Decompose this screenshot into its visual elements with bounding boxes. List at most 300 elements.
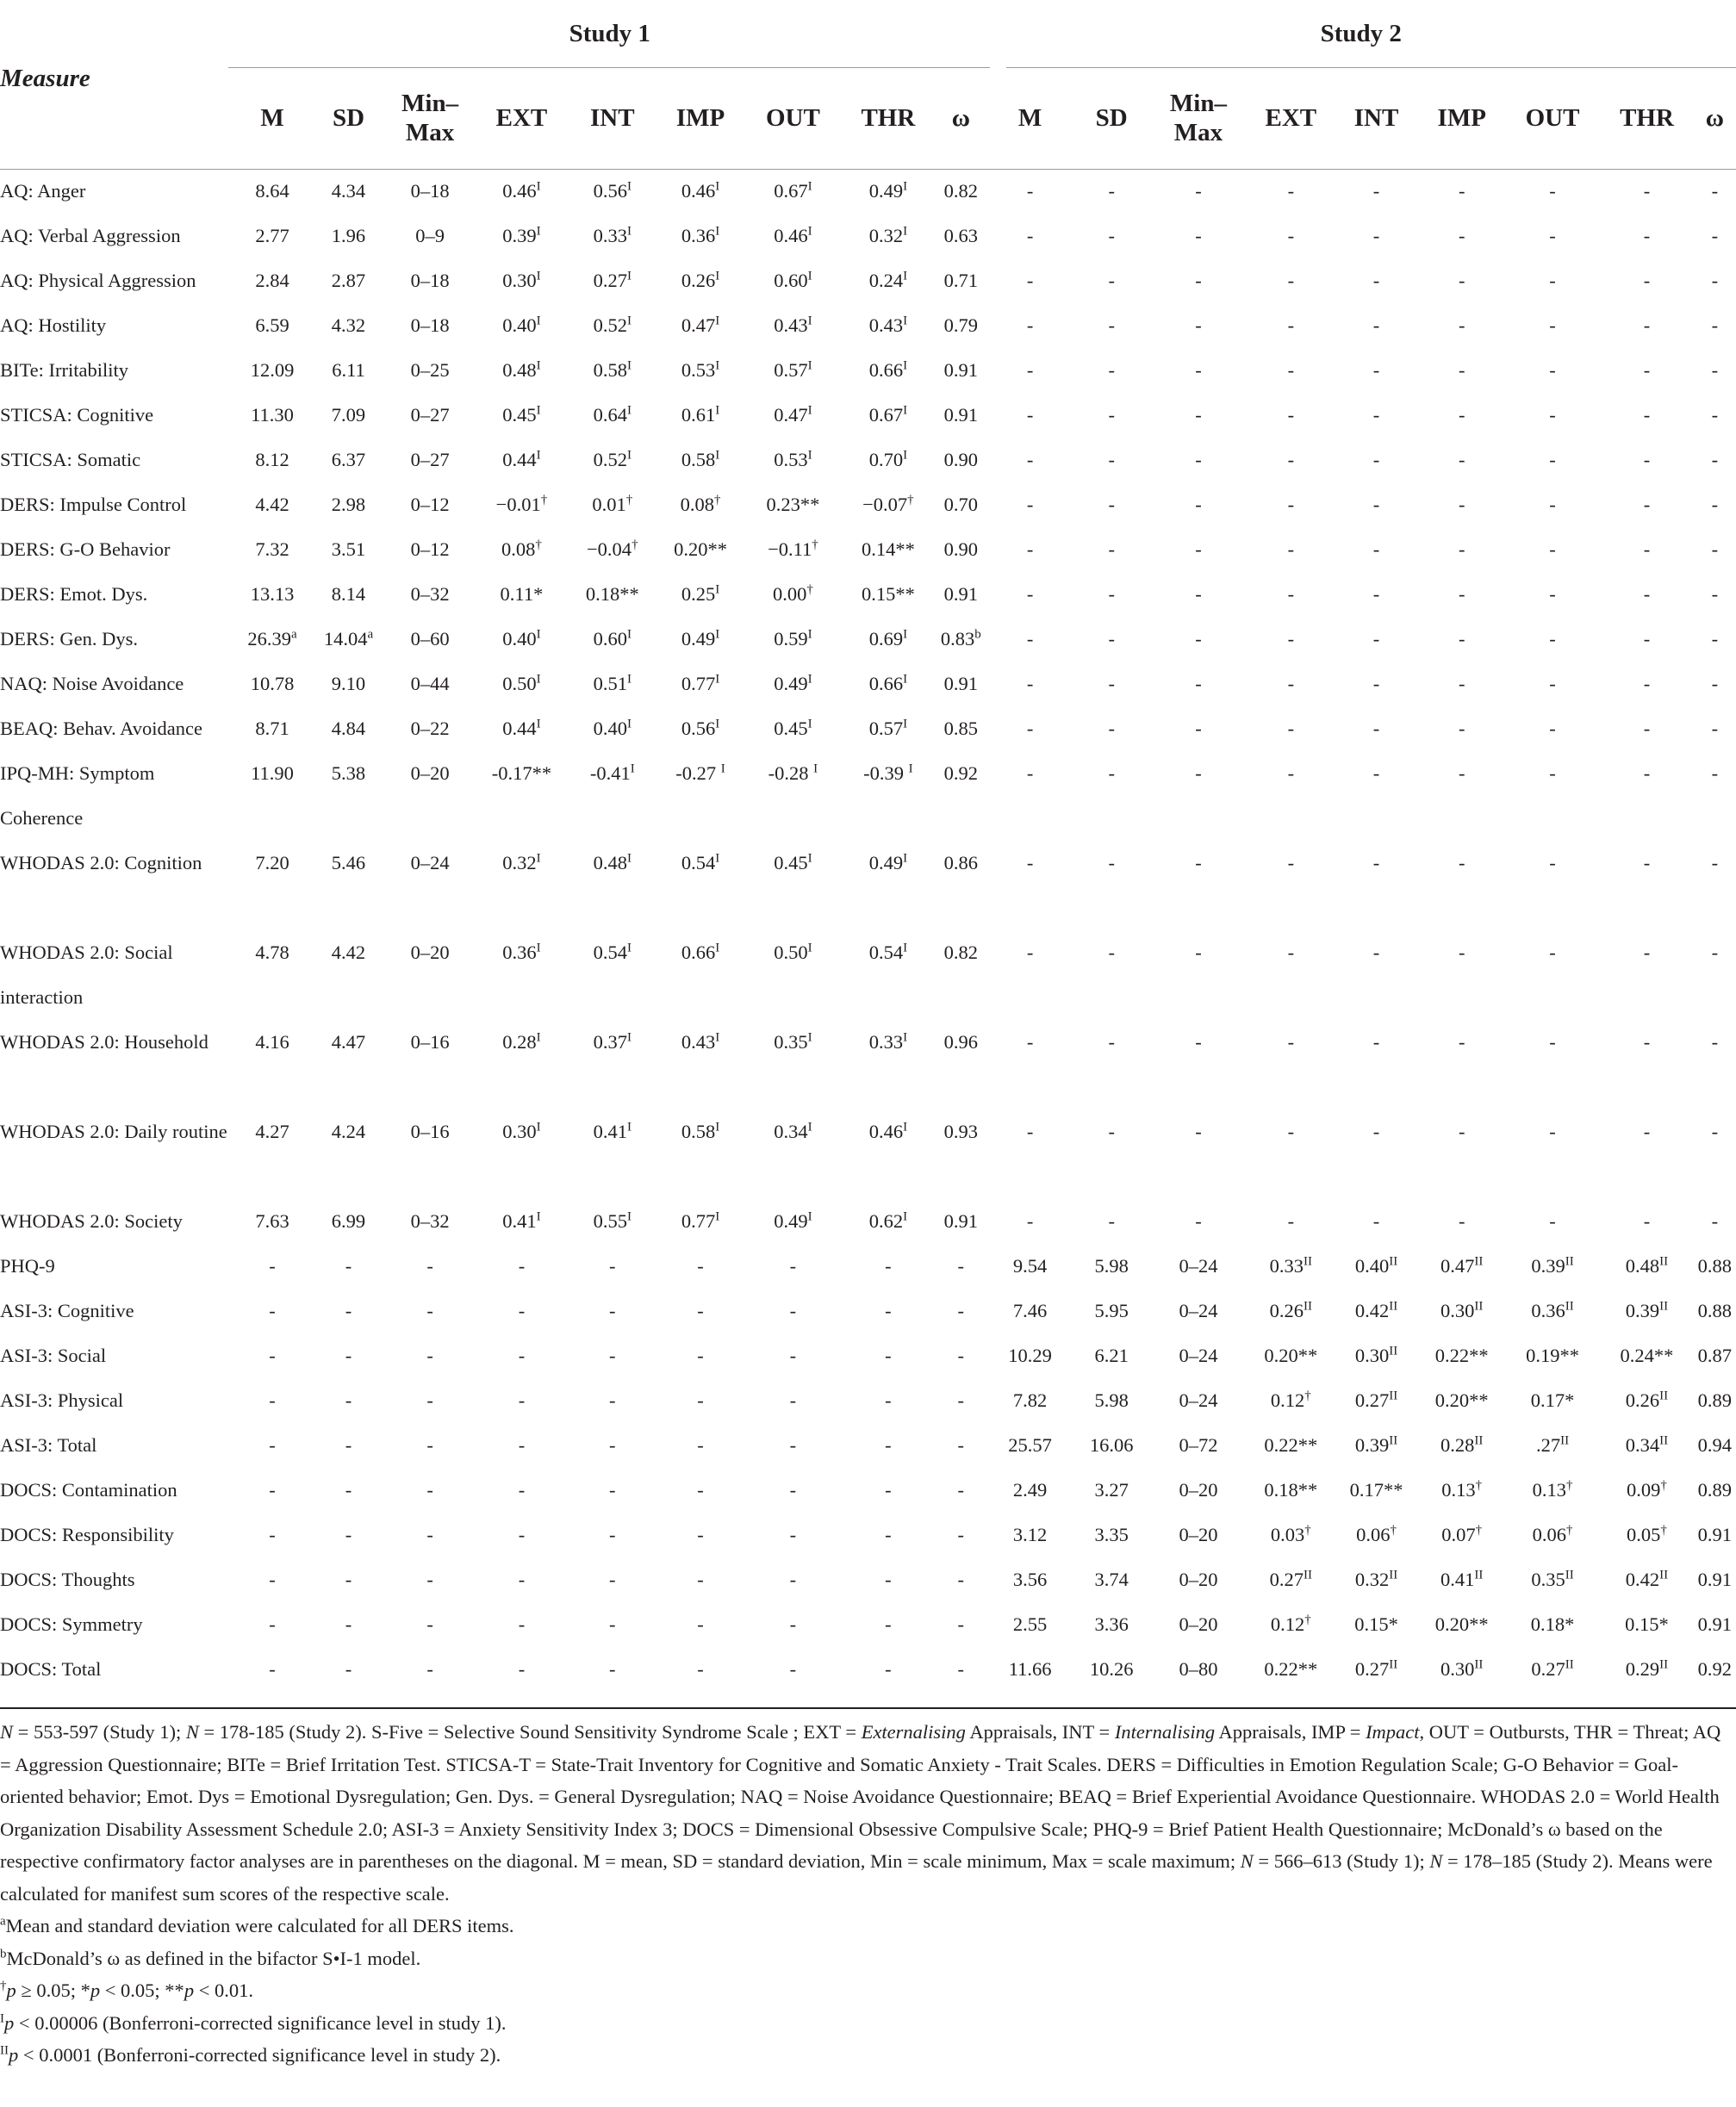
study1-cell: $0.52^I$ <box>593 314 632 336</box>
study1-cell: 0.91 <box>943 583 978 605</box>
study2-cell: 0–20 <box>1179 1479 1218 1501</box>
study1-cell: $0.47^I$ <box>774 403 812 426</box>
column-header-s1: THR <box>861 104 916 132</box>
study2-cell: - <box>1026 628 1034 650</box>
study1-cell: - <box>789 1479 797 1501</box>
study2-cell: - <box>1549 404 1556 426</box>
study1-cell: 4.34 <box>331 180 366 202</box>
study2-cell: - <box>1287 449 1295 470</box>
study2-cell: 0.89 <box>1697 1389 1733 1411</box>
study1-cell: - <box>697 1345 704 1366</box>
study2-cell: 7.82 <box>1012 1389 1048 1411</box>
table-row <box>0 438 1736 482</box>
study1-cell: 0.91 <box>943 673 978 694</box>
study1-cell: 0.90 <box>943 538 978 560</box>
study2-cell: 0.06† <box>1532 1523 1573 1545</box>
study2-cell: - <box>1549 1121 1556 1142</box>
row-label: STICSA: Cognitive <box>0 404 154 426</box>
study2-cell: - <box>1643 1121 1651 1142</box>
study2-cell: - <box>1287 494 1295 515</box>
study2-cell: - <box>1108 852 1115 873</box>
study1-cell: $0.66^I$ <box>681 941 720 963</box>
study1-cell: $0.49^I$ <box>681 627 720 650</box>
column-header-s1: INT <box>589 104 635 132</box>
study2-cell: 0.20** <box>1434 1389 1489 1411</box>
study2-cell: - <box>1108 762 1115 784</box>
study2-cell: - <box>1195 494 1202 515</box>
study1-cell: 12.09 <box>250 359 295 381</box>
study1-cell: - <box>697 1524 704 1545</box>
study2-cell: 0.09† <box>1627 1478 1667 1501</box>
study1-cell: -0.28 $^I$ <box>768 761 818 784</box>
study2-cell: - <box>1711 225 1719 246</box>
study2-cell: 0.13† <box>1441 1478 1483 1501</box>
study2-cell: $0.39^{II}$ <box>1354 1433 1398 1456</box>
study1-cell: $0.40^I$ <box>593 717 632 739</box>
study2-cell: - <box>1195 180 1202 202</box>
study1-cell: - <box>957 1345 965 1366</box>
study1-rule <box>228 67 990 68</box>
study2-cell: - <box>1108 270 1115 291</box>
study2-cell: - <box>1711 270 1719 291</box>
study1-cell: 0–20 <box>410 762 450 784</box>
study1-cell: $0.46^I$ <box>868 1120 908 1142</box>
study1-cell: - <box>609 1345 616 1366</box>
study2-cell: - <box>1287 942 1295 963</box>
study1-cell: 0–27 <box>410 449 450 470</box>
study2-cell: - <box>1026 494 1034 515</box>
study1-cell: $0.34^I$ <box>774 1120 812 1142</box>
study1-cell: 0.83$^b$ <box>940 627 981 650</box>
study1-cell: - <box>609 1479 616 1501</box>
study2-cell: - <box>1711 494 1719 515</box>
study2-cell: - <box>1372 538 1380 560</box>
study2-cell: $0.27^{II}$ <box>1354 1657 1398 1680</box>
study1-cell: $0.40^I$ <box>502 627 541 650</box>
study1-cell: $0.43^I$ <box>868 314 908 336</box>
study2-cell: - <box>1711 628 1719 650</box>
study2-cell: - <box>1711 449 1719 470</box>
column-header-s2: OUT <box>1525 104 1580 132</box>
study2-cell: 0–24 <box>1179 1255 1218 1277</box>
study1-cell: - <box>426 1613 433 1635</box>
study2-cell: $0.41^{II}$ <box>1440 1568 1484 1590</box>
study1-cell: 14.04$^a$ <box>323 627 374 650</box>
study2-cell: - <box>1026 583 1034 605</box>
study1-header: Study 1 <box>569 20 650 47</box>
study2-cell: - <box>1372 852 1380 873</box>
study2-cell: - <box>1026 314 1034 336</box>
study2-cell: - <box>1287 270 1295 291</box>
study1-cell: $0.57^I$ <box>868 717 908 739</box>
note-b: $^b$McDonald’s ω as defined in the bifactor S•I-1 model. <box>0 1947 421 1969</box>
study2-cell: - <box>1108 1210 1115 1232</box>
study1-cell: 0.00† <box>772 582 813 605</box>
study1-cell: 4.84 <box>331 718 366 739</box>
study2-cell: 0.13† <box>1532 1478 1573 1501</box>
study1-cell: - <box>789 1613 797 1635</box>
study1-cell: - <box>518 1479 526 1501</box>
study2-cell: 0.88 <box>1697 1300 1733 1321</box>
study1-cell: 0–60 <box>410 628 450 650</box>
study2-cell: 0.17* <box>1530 1389 1575 1411</box>
study1-cell: - <box>345 1434 352 1456</box>
study1-cell: $0.49^I$ <box>868 179 908 202</box>
study1-cell: $0.44^I$ <box>502 717 541 739</box>
study2-cell: - <box>1372 718 1380 739</box>
note-main: N = 553-597 (Study 1); N = 178-185 (Study 2). S-Five = Selective Sound Sensitivity Syndrome Scale ; EXT = Externalising Appraisals, INT = Internalising Appraisals, IMP = Impact, OUT = Outbursts, THR = Threat; AQ = Aggression Questionnaire; BITe = Brief Irritation Test. STICSA-T = State-Trait Inventory for Cognitive and Somatic Anxiety - Trait Scales. DERS = Difficulties in Emotion Regulation Scale; G-O Behavior = Goal-oriented behavior; Emot. Dys = Emotional Dysregulation; Gen. Dys. = General Dysregulation; NAQ = Noise Avoidance Questionnaire; BEAQ = Brief Experiential Avoidance Questionnaire. WHODAS 2.0 = World Health Organization Disability Assessment Schedule 2.0; ASI-3 = Anxiety Sensitivity Index 3; DOCS = Dimensional Obsessive Compulsive Scale; PHQ-9 = Brief Patient Health Questionnaire; McDonald’s ω based on the respective confirmatory factor analyses are in parentheses on the diagonal. M = mean, SD = standard deviation, Min = scale minimum, Max = scale maximum; N = 566–613 (Study 1); N = 178–185 (Study 2). Means were calculated for manifest sum scores of the respective scale. <box>0 1721 1721 1905</box>
study1-cell: $0.67^I$ <box>774 179 812 202</box>
study1-cell: 0–12 <box>410 494 450 515</box>
study2-cell: 3.35 <box>1094 1524 1129 1545</box>
study2-cell: - <box>1643 762 1651 784</box>
study1-cell: $0.36^I$ <box>681 224 720 246</box>
study2-cell: 0.94 <box>1697 1434 1733 1456</box>
study1-cell: $0.40^I$ <box>502 314 541 336</box>
study1-cell: 0.92 <box>943 762 978 784</box>
study1-cell: - <box>269 1255 276 1277</box>
row-label: DERS: Impulse Control <box>0 494 187 515</box>
study2-cell: - <box>1372 942 1380 963</box>
study1-cell: $0.66^I$ <box>868 672 908 694</box>
row-label: DOCS: Contamination <box>0 1479 177 1501</box>
study1-cell: 5.38 <box>331 762 366 784</box>
study2-cell: - <box>1643 852 1651 873</box>
study1-cell: 0–25 <box>410 359 450 381</box>
study1-cell: 2.77 <box>255 225 289 246</box>
study1-cell: $0.62^I$ <box>868 1209 908 1232</box>
study1-cell: - <box>426 1389 433 1411</box>
study1-cell: 0.79 <box>943 314 978 336</box>
study1-cell: $0.64^I$ <box>593 403 632 426</box>
study2-cell: 25.57 <box>1008 1434 1052 1456</box>
study2-cell: - <box>1026 762 1034 784</box>
study2-cell: - <box>1108 673 1115 694</box>
study1-cell: - <box>269 1658 276 1680</box>
study1-cell: 0–27 <box>410 404 450 426</box>
study2-cell: - <box>1711 762 1719 784</box>
column-header-s1: M <box>260 104 284 132</box>
study2-cell: - <box>1108 314 1115 336</box>
study2-cell: - <box>1549 449 1556 470</box>
row-label: WHODAS 2.0: Cognition <box>0 852 202 873</box>
study2-cell: - <box>1372 180 1380 202</box>
study1-cell: 4.32 <box>331 314 366 336</box>
study1-cell: −0.01† <box>495 493 548 515</box>
study1-cell: - <box>697 1569 704 1590</box>
study2-cell: - <box>1195 673 1202 694</box>
study1-cell: $0.32^I$ <box>868 224 908 246</box>
study2-cell: - <box>1195 1210 1202 1232</box>
study1-cell: 0–44 <box>410 673 450 694</box>
study1-cell: 0–20 <box>410 942 450 963</box>
study2-cell: - <box>1643 942 1651 963</box>
study1-cell: - <box>609 1300 616 1321</box>
study1-cell: - <box>345 1300 352 1321</box>
study1-cell: - <box>697 1434 704 1456</box>
study2-cell: - <box>1372 1121 1380 1142</box>
study1-cell: - <box>789 1569 797 1590</box>
study2-cell: - <box>1287 359 1295 381</box>
study1-cell: 9.10 <box>331 673 366 694</box>
study1-cell: 2.87 <box>331 270 366 291</box>
study1-cell: $0.77^I$ <box>681 1209 720 1232</box>
study2-cell: - <box>1108 942 1115 963</box>
study1-cell: $0.30^I$ <box>502 269 541 291</box>
study1-cell: - <box>269 1345 276 1366</box>
study1-cell: 0.90 <box>943 449 978 470</box>
study1-cell: -0.39 $^I$ <box>863 761 913 784</box>
study2-cell: - <box>1372 359 1380 381</box>
study2-cell: - <box>1195 270 1202 291</box>
study2-header: Study 2 <box>1320 20 1402 47</box>
table-row <box>0 1513 1736 1557</box>
row-label: ASI-3: Total <box>0 1434 97 1456</box>
study1-cell: - <box>885 1479 892 1501</box>
study1-cell: - <box>885 1658 892 1680</box>
study1-cell: - <box>518 1569 526 1590</box>
study1-cell: 0.01† <box>592 493 633 515</box>
study1-cell: $0.60^I$ <box>593 627 632 650</box>
study1-cell: $0.56^I$ <box>593 179 632 202</box>
study2-cell: - <box>1549 718 1556 739</box>
row-label: ASI-3: Cognitive <box>0 1300 134 1321</box>
study2-cell: - <box>1549 673 1556 694</box>
study1-cell: 2.98 <box>331 494 366 515</box>
study2-cell: - <box>1549 628 1556 650</box>
study2-cell: 0–24 <box>1179 1300 1218 1321</box>
study2-cell: 0.15* <box>1625 1613 1669 1635</box>
study1-cell: 7.32 <box>255 538 289 560</box>
study2-cell: - <box>1549 852 1556 873</box>
study1-cell: 0.15** <box>861 583 915 605</box>
study2-cell: - <box>1108 494 1115 515</box>
study1-cell: $-0.41^I$ <box>589 761 635 784</box>
table-row <box>0 1378 1736 1423</box>
study1-cell: - <box>609 1613 616 1635</box>
row-label: DOCS: Symmetry <box>0 1613 143 1635</box>
study1-cell: 8.71 <box>255 718 289 739</box>
study1-cell: - <box>518 1658 526 1680</box>
study2-cell: - <box>1458 673 1465 694</box>
study2-cell: - <box>1643 225 1651 246</box>
study1-cell: 0.85 <box>943 718 978 739</box>
study1-cell: 6.11 <box>332 359 365 381</box>
note-bonf1: $^I$p < 0.00006 (Bonferroni-corrected significance level in study 1). <box>0 2011 507 2034</box>
study2-cell: - <box>1711 180 1719 202</box>
study2-cell: - <box>1026 359 1034 381</box>
study2-cell: $0.27^{II}$ <box>1269 1568 1313 1590</box>
study2-cell: - <box>1711 718 1719 739</box>
table-row <box>0 1333 1736 1378</box>
study2-cell: - <box>1711 1031 1719 1053</box>
study2-cell: - <box>1026 1121 1034 1142</box>
study1-cell: 0.71 <box>943 270 978 291</box>
table-row <box>0 841 1736 930</box>
study1-cell: 0.86 <box>943 852 978 873</box>
study1-cell: 0.91 <box>943 359 978 381</box>
study2-cell: $0.28^{II}$ <box>1440 1433 1484 1456</box>
study2-cell: 0.15* <box>1354 1613 1398 1635</box>
table-row <box>0 482 1736 527</box>
study2-cell: - <box>1372 270 1380 291</box>
study2-cell: - <box>1458 1121 1465 1142</box>
study2-cell: $0.34^{II}$ <box>1625 1433 1669 1456</box>
study1-cell: 0.63 <box>943 225 978 246</box>
study1-cell: $0.45^I$ <box>774 717 812 739</box>
study1-cell: 6.99 <box>331 1210 366 1232</box>
row-label: DOCS: Total <box>0 1658 102 1680</box>
study2-cell: 0–20 <box>1179 1569 1218 1590</box>
study2-cell: 9.54 <box>1012 1255 1048 1277</box>
study2-cell: 0.07† <box>1441 1523 1483 1545</box>
study1-cell: - <box>426 1658 433 1680</box>
study1-cell: - <box>518 1300 526 1321</box>
study2-cell: - <box>1108 538 1115 560</box>
table-row <box>0 1020 1736 1109</box>
study2-cell: - <box>1372 404 1380 426</box>
study2-cell: - <box>1195 449 1202 470</box>
study1-cell: - <box>697 1255 704 1277</box>
study1-cell: 0–16 <box>410 1031 450 1053</box>
study1-cell: 7.09 <box>331 404 366 426</box>
study2-cell: - <box>1711 673 1719 694</box>
study2-cell: 2.55 <box>1012 1613 1048 1635</box>
study2-cell: - <box>1643 628 1651 650</box>
study1-cell: - <box>957 1434 965 1456</box>
table-bottom-rule <box>0 1707 1736 1709</box>
study1-cell: 0–18 <box>410 314 450 336</box>
study1-cell: - <box>345 1479 352 1501</box>
study1-cell: - <box>269 1479 276 1501</box>
study1-cell: $0.51^I$ <box>593 672 632 694</box>
row-label: IPQ-MH: Symptom Coherence <box>0 762 155 829</box>
study2-cell: - <box>1372 494 1380 515</box>
column-header-s2: ω <box>1705 104 1724 132</box>
study1-cell: - <box>697 1300 704 1321</box>
study2-cell: 0.18** <box>1264 1479 1318 1501</box>
column-header-s1: OUT <box>766 104 820 132</box>
study1-cell: −0.07† <box>862 493 914 515</box>
study2-cell: 0.22** <box>1434 1345 1489 1366</box>
study2-cell: 3.27 <box>1094 1479 1129 1501</box>
study2-cell: 0.92 <box>1697 1658 1733 1680</box>
study2-cell: $0.26^{II}$ <box>1269 1299 1313 1321</box>
study1-cell: 4.42 <box>255 494 289 515</box>
study1-cell: 0.20** <box>674 538 727 560</box>
study2-cell: - <box>1458 718 1465 739</box>
row-label: DERS: Gen. Dys. <box>0 628 139 650</box>
column-header-s2: EXT <box>1265 104 1317 132</box>
study2-cell: - <box>1026 942 1034 963</box>
study1-cell: $0.48^I$ <box>593 851 632 873</box>
study2-cell: - <box>1287 718 1295 739</box>
table-row <box>0 258 1736 303</box>
table-row <box>0 214 1736 258</box>
study2-cell: 0.19** <box>1526 1345 1579 1366</box>
study1-cell: $0.35^I$ <box>774 1030 812 1053</box>
study2-cell: - <box>1108 359 1115 381</box>
study1-cell: 0–24 <box>410 852 450 873</box>
study2-cell: - <box>1458 538 1465 560</box>
study1-cell: 11.30 <box>251 404 294 426</box>
study1-cell: - <box>789 1434 797 1456</box>
study1-cell: - <box>426 1300 433 1321</box>
study1-cell: - <box>957 1569 965 1590</box>
study2-cell: - <box>1711 1121 1719 1142</box>
study1-cell: 0.91 <box>943 1210 978 1232</box>
study1-cell: $0.43^I$ <box>774 314 812 336</box>
study2-cell: - <box>1026 852 1034 873</box>
row-label: DERS: G-O Behavior <box>0 538 171 560</box>
table-row <box>0 1423 1736 1468</box>
study2-cell: - <box>1108 583 1115 605</box>
study1-cell: 0.82 <box>943 180 978 202</box>
study1-cell: $0.54^I$ <box>593 941 632 963</box>
study2-cell: - <box>1108 225 1115 246</box>
study1-cell: $0.58^I$ <box>593 358 632 381</box>
study1-cell: $0.50^I$ <box>774 941 812 963</box>
study2-cell: - <box>1195 1121 1202 1142</box>
study2-cell: - <box>1195 538 1202 560</box>
table-body <box>0 169 1736 1692</box>
study1-cell: 0.18** <box>585 583 639 605</box>
study2-cell: 0–72 <box>1179 1434 1218 1456</box>
study1-cell: -0.17** <box>491 762 552 784</box>
study1-cell: $0.37^I$ <box>593 1030 632 1053</box>
row-label: DOCS: Responsibility <box>0 1524 174 1545</box>
study1-cell: 26.39$^a$ <box>247 627 297 650</box>
study1-cell: - <box>518 1434 526 1456</box>
study1-cell: - <box>345 1658 352 1680</box>
study1-cell: - <box>269 1434 276 1456</box>
study1-cell: 0.96 <box>943 1031 978 1053</box>
study1-cell: - <box>345 1345 352 1366</box>
column-header-s1: Min– Max <box>401 90 459 146</box>
study1-cell: $0.39^I$ <box>502 224 541 246</box>
study1-cell: - <box>957 1613 965 1635</box>
study1-cell: - <box>789 1524 797 1545</box>
study1-cell: $0.45^I$ <box>502 403 541 426</box>
study2-cell: $0.36^{II}$ <box>1531 1299 1574 1321</box>
row-label: PHQ-9 <box>0 1255 55 1277</box>
study1-cell: 8.12 <box>255 449 289 470</box>
study2-cell: - <box>1549 270 1556 291</box>
study1-cell: - <box>885 1345 892 1366</box>
row-label: WHODAS 2.0: Social interaction <box>0 942 173 1008</box>
study2-cell: 16.06 <box>1089 1434 1134 1456</box>
study1-cell: 0–32 <box>410 1210 450 1232</box>
study2-cell: - <box>1108 628 1115 650</box>
study1-cell: $0.41^I$ <box>502 1209 541 1232</box>
study1-cell: 0.08† <box>680 493 721 515</box>
study1-cell: - <box>789 1255 797 1277</box>
study2-cell: - <box>1458 1031 1465 1053</box>
study2-cell: - <box>1287 1210 1295 1232</box>
study1-cell: $0.61^I$ <box>681 403 720 426</box>
study2-cell: - <box>1195 628 1202 650</box>
study1-cell: - <box>269 1569 276 1590</box>
study2-cell: - <box>1549 180 1556 202</box>
study1-cell: $0.24^I$ <box>868 269 908 291</box>
study2-cell: - <box>1287 673 1295 694</box>
study1-cell: - <box>885 1300 892 1321</box>
study2-cell: $0.30^{II}$ <box>1440 1657 1484 1680</box>
study1-cell: $0.58^I$ <box>681 1120 720 1142</box>
study1-cell: 0.23** <box>766 494 820 515</box>
study2-cell: 0.12† <box>1270 1613 1311 1635</box>
study1-cell: - <box>789 1300 797 1321</box>
